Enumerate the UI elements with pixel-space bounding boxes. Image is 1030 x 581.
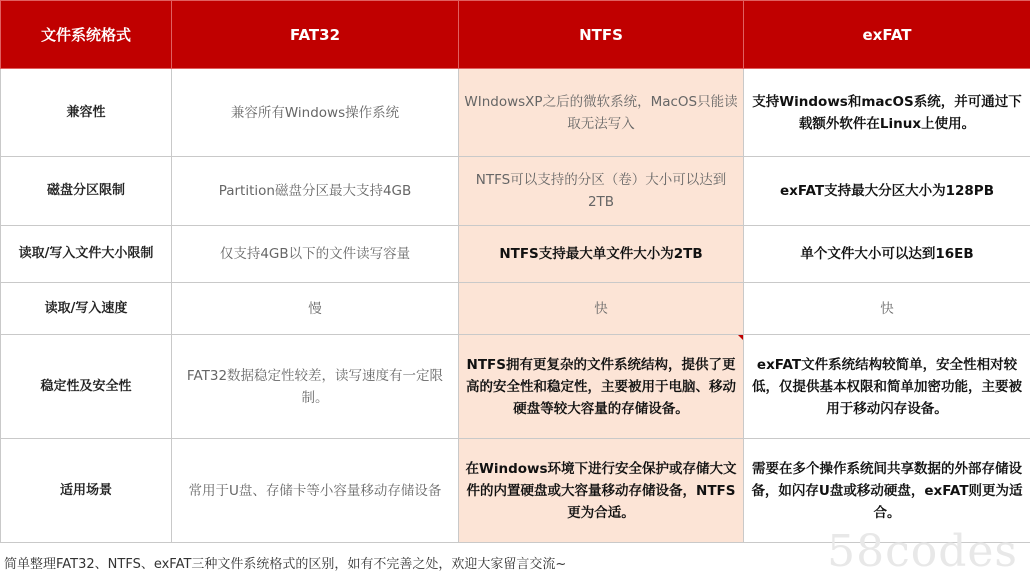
cell-ntfs-file-size-limit: NTFS支持最大单文件大小为2TB xyxy=(459,226,744,283)
row-label-speed: 读取/写入速度 xyxy=(1,283,172,335)
table-row xyxy=(1,335,1030,439)
cell-ntfs-stability-security: NTFS拥有更复杂的文件系统结构，提供了更高的安全性和稳定性，主要被用于电脑、移动硬盘等较大容量的存储设备。 xyxy=(459,335,744,439)
cell-exfat-use-cases: 需要在多个操作系统间共享数据的外部存储设备，如闪存U盘或移动硬盘，exFAT则更为适合。 xyxy=(744,439,1030,543)
cell-exfat-file-size-limit: 单个文件大小可以达到16EB xyxy=(744,226,1030,283)
cell-exfat-compatibility: 支持Windows和macOS系统，并可通过下载额外软件在Linux上使用。 xyxy=(744,69,1030,157)
table-row xyxy=(1,226,1030,283)
cell-fat32-file-size-limit: 仅支持4GB以下的文件读写容量 xyxy=(172,226,459,283)
row-label-partition-limit: 磁盘分区限制 xyxy=(1,157,172,226)
table-row xyxy=(1,157,1030,226)
cell-exfat-stability-security: exFAT文件系统结构较简单，安全性相对较低，仅提供基本权限和简单加密功能，主要被用于移动闪存设备。 xyxy=(744,335,1030,439)
cell-fat32-speed: 慢 xyxy=(172,283,459,335)
cell-fat32-stability-security: FAT32数据稳定性较差，读写速度有一定限制。 xyxy=(172,335,459,439)
header-format: 文件系统格式 xyxy=(1,1,172,69)
row-label-stability-security: 稳定性及安全性 xyxy=(1,335,172,439)
table-row xyxy=(1,69,1030,157)
row-label-file-size-limit: 读取/写入文件大小限制 xyxy=(1,226,172,283)
cell-ntfs-speed: 快 xyxy=(459,283,744,335)
cell-exfat-speed: 快 xyxy=(744,283,1030,335)
cell-ntfs-use-cases: 在Windows环境下进行安全保护或存储大文件的内置硬盘或大容量移动存储设备，NTFS更为合适。 xyxy=(459,439,744,543)
cell-ntfs-compatibility: WIndowsXP之后的微软系统，MacOS只能读取无法写入 xyxy=(459,69,744,157)
caption-text: 简单整理FAT32、NTFS、exFAT三种文件系统格式的区别，如有不完善之处，欢迎大家留言交流~ xyxy=(4,557,567,572)
cell-exfat-partition-limit: exFAT支持最大分区大小为128PB xyxy=(744,157,1030,226)
row-label-compatibility: 兼容性 xyxy=(1,69,172,157)
header-row xyxy=(1,1,1030,69)
header-exfat: exFAT xyxy=(744,1,1030,69)
cell-fat32-partition-limit: Partition磁盘分区最大支持4GB xyxy=(172,157,459,226)
cell-fat32-compatibility: 兼容所有Windows操作系统 xyxy=(172,69,459,157)
cell-ntfs-partition-limit: NTFS可以支持的分区（卷）大小可以达到2TB xyxy=(459,157,744,226)
row-label-use-cases: 适用场景 xyxy=(1,439,172,543)
cell-fat32-use-cases: 常用于U盘、存储卡等小容量移动存储设备 xyxy=(172,439,459,543)
table-row xyxy=(1,283,1030,335)
header-ntfs: NTFS xyxy=(459,1,744,69)
watermark: 58codes xyxy=(827,526,1018,577)
header-fat32: FAT32 xyxy=(172,1,459,69)
